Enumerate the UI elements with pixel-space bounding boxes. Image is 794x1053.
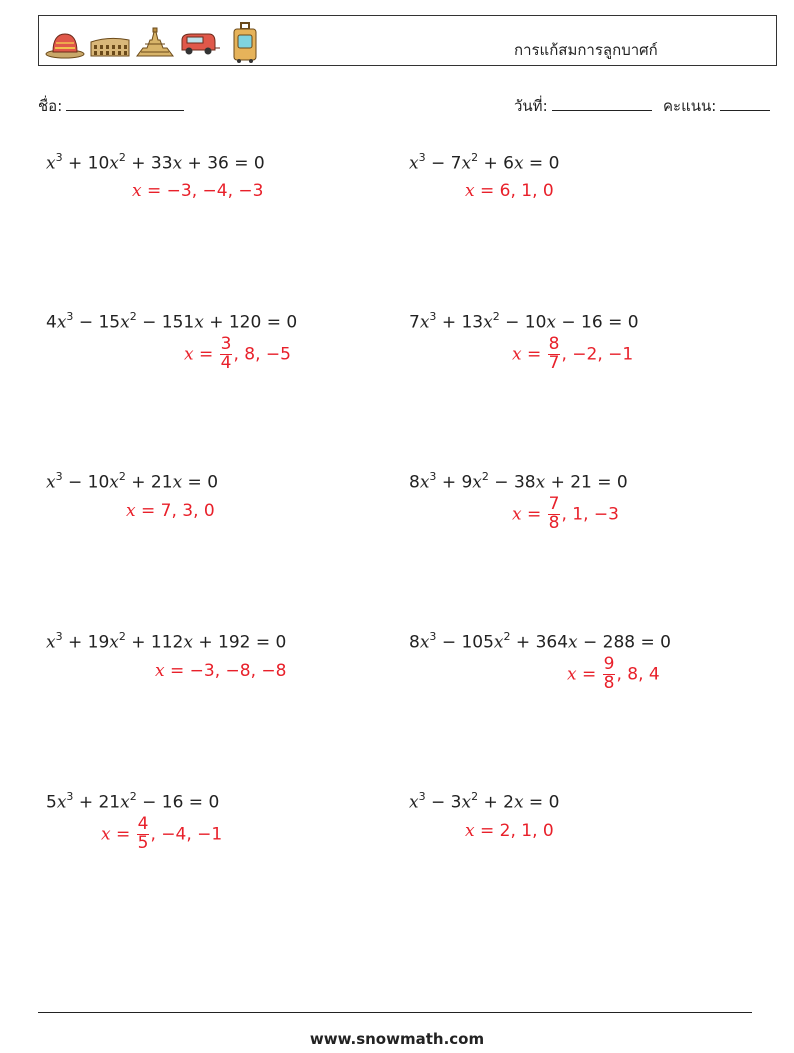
answer-3-fraction: $\frac{3}{4}$ — [220, 334, 232, 373]
answer-10: x = 2, 1, 0 — [465, 821, 554, 841]
answer-2: x = 6, 1, 0 — [465, 181, 554, 201]
worksheet-header — [38, 15, 777, 66]
answer-8: x = $\frac{9}{8}$ , 8, 4 — [567, 654, 660, 693]
equation-3: $4x^3 - 15x^2 - 151x + 120 = 0$ — [46, 310, 298, 333]
equation-10: $x^3 - 3x^2 + 2x = 0$ — [409, 790, 560, 813]
name-field — [38, 94, 184, 118]
name-label: ชื่อ: — [38, 97, 63, 115]
answer-9: x = $\frac{4}{5}$ , −4, −1 — [101, 814, 223, 853]
equation-2: $x^3 - 7x^2 + 6x = 0$ — [409, 151, 560, 174]
answer-6-fraction: $\frac{7}{8}$ — [548, 494, 560, 533]
answer-9-fraction: $\frac{4}{5}$ — [137, 814, 149, 853]
date-blank[interactable] — [552, 96, 652, 111]
date-label: วันที่: — [514, 97, 548, 115]
pyramid-icon — [135, 26, 175, 58]
equation-1: $x^3 + 10x^2 + 33x + 36 = 0$ — [46, 151, 265, 174]
score-field — [663, 94, 770, 118]
camper-van-icon — [179, 30, 221, 58]
name-blank[interactable] — [66, 96, 184, 111]
score-label: คะแนน: — [663, 97, 717, 115]
equation-6: $8x^3 + 9x^2 - 38x + 21 = 0$ — [409, 470, 628, 493]
equation-5: $x^3 - 10x^2 + 21x = 0$ — [46, 470, 219, 493]
answer-6: x = $\frac{7}{8}$ , 1, −3 — [512, 494, 619, 533]
answer-7: x = −3, −8, −8 — [155, 661, 287, 681]
score-blank[interactable] — [720, 96, 770, 111]
equation-8: $8x^3 - 105x^2 + 364x - 288 = 0$ — [409, 630, 671, 653]
footer-url[interactable]: www.snowmath.com — [309, 1030, 485, 1048]
equation-9: $5x^3 + 21x^2 - 16 = 0$ — [46, 790, 220, 813]
equation-4: $7x^3 + 13x^2 - 10x - 16 = 0$ — [409, 310, 639, 333]
date-field — [514, 94, 652, 118]
answer-5: x = 7, 3, 0 — [126, 501, 215, 521]
answer-8-fraction: $\frac{9}{8}$ — [603, 654, 615, 693]
answer-3: x = $\frac{3}{4}$ , 8, −5 — [184, 334, 291, 373]
worksheet-title: การแก้สมการลูกบาศก์ — [514, 41, 658, 59]
footer-divider — [38, 1012, 752, 1013]
sombrero-icon — [45, 30, 85, 60]
suitcase-icon — [231, 22, 259, 64]
answer-4: x = $\frac{8}{7}$ , −2, −1 — [512, 334, 634, 373]
answer-4-fraction: $\frac{8}{7}$ — [548, 334, 560, 373]
equation-7: $x^3 + 19x^2 + 112x + 192 = 0$ — [46, 630, 287, 653]
colosseum-icon — [89, 34, 131, 58]
answer-1: x = −3, −4, −3 — [132, 181, 264, 201]
